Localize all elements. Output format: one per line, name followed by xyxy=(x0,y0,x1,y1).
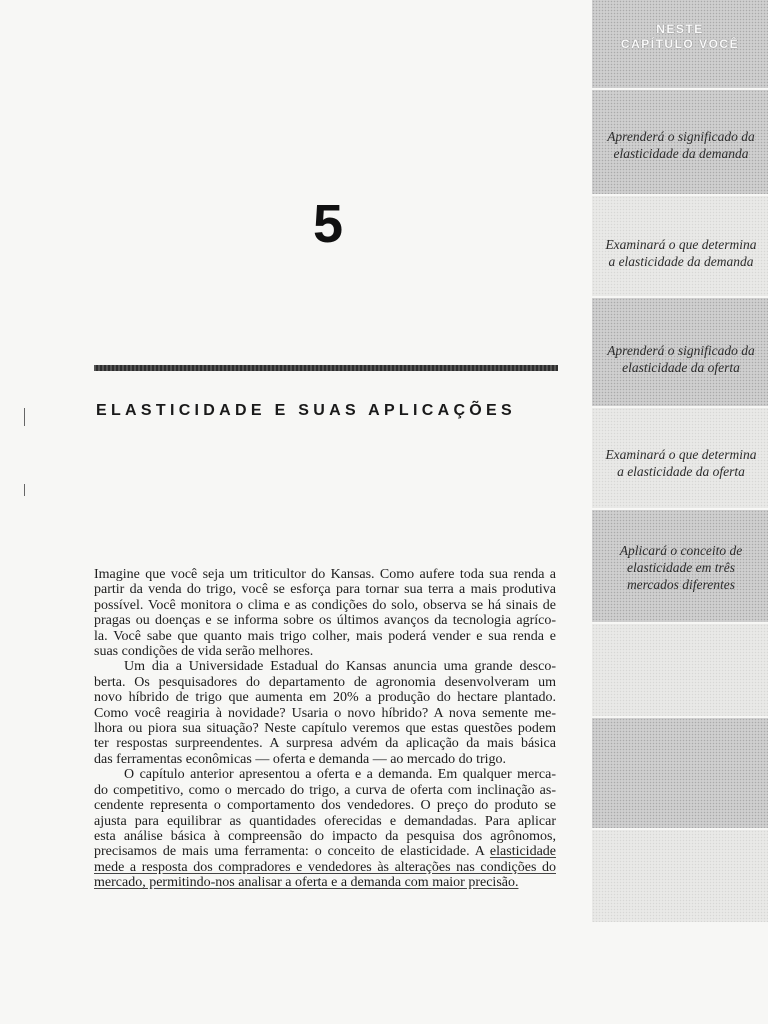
body-line: ter respostas surpreendentes. A surpresa advém da aplicação da mais básica xyxy=(94,736,556,752)
chapter-objectives-sidebar xyxy=(592,0,768,1024)
objective-text xyxy=(598,236,764,270)
body-line: O capítulo anterior apresentou a oferta e a demanda. Em qualquer merca- xyxy=(124,767,556,783)
title-rule xyxy=(94,365,558,371)
objective-line: a elasticidade da oferta xyxy=(617,464,745,479)
objective-panel-2 xyxy=(592,196,768,296)
objective-line: elasticidade da demanda xyxy=(613,146,749,161)
body-line: esta análise básica à compreensão do impacto da pesquisa dos agrônomos, xyxy=(94,828,556,844)
objective-text xyxy=(598,542,764,593)
objective-line: Aprenderá o significado da xyxy=(607,129,755,144)
body-line: pragas ou doenças e se informa sobre os últimos avanços da tecnologia agríco- xyxy=(94,613,556,629)
body-line: ajusta para equilibrar as quantidades oferecidas e demandadas. Para aplicar xyxy=(94,813,556,829)
sidebar-blank-panel-2 xyxy=(592,718,768,828)
margin-mark xyxy=(24,484,25,496)
margin-mark xyxy=(24,408,25,426)
sidebar-blank-panel-1 xyxy=(592,624,768,716)
sidebar-header-line-1: NESTE xyxy=(656,22,704,36)
body-line: novo híbrido de trigo que aumenta em 20% a produção do hectare plantado. xyxy=(94,690,556,706)
objective-line: Aplicará o conceito de xyxy=(619,543,743,558)
body-line-underlined: mercado, permitindo-nos analisar a oferta e a demanda com maior precisão. xyxy=(94,875,519,891)
body-line: Como você reagiria à novidade? Usaria o novo híbrido? A nova semente me- xyxy=(94,705,556,721)
body-line: cendente representa o comportamento dos vendedores. O preço do produto se xyxy=(94,798,556,814)
body-line: la. Você sabe que quanto mais trigo colher, mais poderá vender e sua renda e xyxy=(94,628,556,644)
objective-panel-4 xyxy=(592,408,768,508)
body-text xyxy=(94,567,556,891)
body-line xyxy=(94,844,556,859)
objective-line: elasticidade em três xyxy=(627,560,735,575)
objective-panel-1 xyxy=(592,90,768,194)
body-line-underlined: mede a resposta dos compradores e vendedores às alterações nas condições do xyxy=(94,859,556,875)
chapter-number: 5 xyxy=(312,194,344,254)
body-line: berta. Os pesquisadores do departamento de agronomia desenvolveram um xyxy=(94,674,556,690)
objective-line: mercados diferentes xyxy=(626,577,736,592)
chapter-title: ELASTICIDADE E SUAS APLICAÇÕES xyxy=(96,402,516,419)
objective-line: elasticidade da oferta xyxy=(622,360,740,375)
objective-line: Examinará o que determina xyxy=(605,447,757,462)
body-line: do competitivo, como o mercado do trigo, a curva de oferta com inclinação as- xyxy=(94,782,556,798)
sidebar-header xyxy=(592,22,768,52)
body-line: possível. Você monitora o clima e as condições do solo, observa se há sinais de xyxy=(94,597,556,613)
objective-line: Examinará o que determina xyxy=(605,237,757,252)
body-line: lhora ou piora sua situação? Neste capítulo veremos que estas questões podem xyxy=(94,721,556,737)
sidebar-blank-panel-3 xyxy=(592,830,768,922)
objective-text xyxy=(598,128,764,162)
objective-line: a elasticidade da demanda xyxy=(608,254,754,269)
objective-panel-3 xyxy=(592,298,768,406)
sidebar-header-line-2: CAPÍTULO VOCÊ xyxy=(620,37,740,51)
objective-panel-5 xyxy=(592,510,768,622)
body-line: das ferramentas econômicas — oferta e demanda — ao mercado do trigo. xyxy=(94,751,507,767)
body-line: suas condições de vida serão melhores. xyxy=(94,644,314,660)
body-line: Imagine que você seja um triticultor do Kansas. Como aufere toda sua renda a xyxy=(94,567,556,582)
body-line-part: precisamos de mais uma ferramenta: o conceito de elasticidade. A xyxy=(94,844,485,860)
objective-text xyxy=(598,342,764,376)
objective-text xyxy=(598,446,764,480)
sidebar-header-panel xyxy=(592,0,768,88)
objective-line: Aprenderá o significado da xyxy=(607,343,755,358)
body-line: Um dia a Universidade Estadual do Kansas anuncia uma grande desco- xyxy=(124,659,556,675)
body-line: partir da venda do trigo, você se esforça para tornar sua terra a mais produtiva xyxy=(94,582,556,598)
underlined-word: elasticidade xyxy=(489,844,556,860)
